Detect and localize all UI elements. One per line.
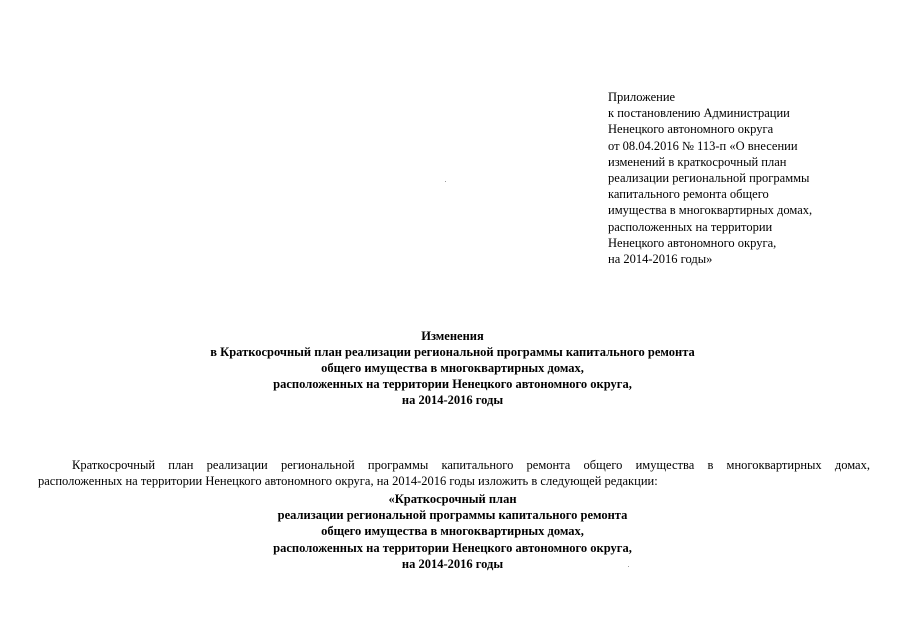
appendix-line: на 2014-2016 годы» — [608, 252, 713, 267]
scan-speck — [628, 566, 629, 567]
quote-line: расположенных на территории Ненецкого автономного округа, — [273, 540, 632, 555]
appendix-line: к постановлению Администрации — [608, 106, 790, 121]
appendix-line: Приложение — [608, 90, 676, 104]
appendix-line: расположенных на территории — [608, 219, 773, 234]
scan-speck — [445, 181, 446, 182]
body-paragraph — [38, 457, 870, 489]
appendix-line: Ненецкого автономного округа — [608, 122, 774, 137]
heading-line: в Краткосрочный план реализации региональной программы капитального ремонта — [210, 345, 695, 359]
appendix-line: имущества в многоквартирных домах, — [608, 203, 813, 218]
quote-line: «Краткосрочный план — [388, 492, 517, 506]
heading-line: общего имущества в многоквартирных домах, — [321, 361, 584, 375]
appendix-block — [608, 89, 898, 267]
paragraph-line: расположенных на территории Ненецкого автономного округа, на 2014-2016 годы изложить в следующей редакции: — [38, 474, 658, 489]
appendix-line: капитального ремонта общего — [608, 187, 769, 202]
appendix-line: реализации региональной программы — [608, 171, 810, 186]
quoted-title — [0, 491, 905, 572]
quote-line: общего имущества в многоквартирных домах, — [321, 524, 584, 539]
quote-line: реализации региональной программы капитального ремонта — [277, 508, 628, 523]
quote-line: на 2014-2016 годы — [401, 556, 504, 571]
appendix-line: от 08.04.2016 № 113-п «О внесении — [608, 138, 798, 153]
appendix-line: изменений в краткосрочный план — [608, 154, 787, 169]
document-heading — [0, 328, 905, 408]
paragraph-line: Краткосрочный план реализации региональной программы капитального ремонта общего имущества в многоквартирных домах, — [72, 458, 870, 472]
heading-line: на 2014-2016 годы — [401, 393, 504, 407]
heading-title: Изменения — [421, 329, 484, 343]
appendix-line: Ненецкого автономного округа, — [608, 235, 777, 250]
heading-line: расположенных на территории Ненецкого автономного округа, — [273, 377, 632, 391]
